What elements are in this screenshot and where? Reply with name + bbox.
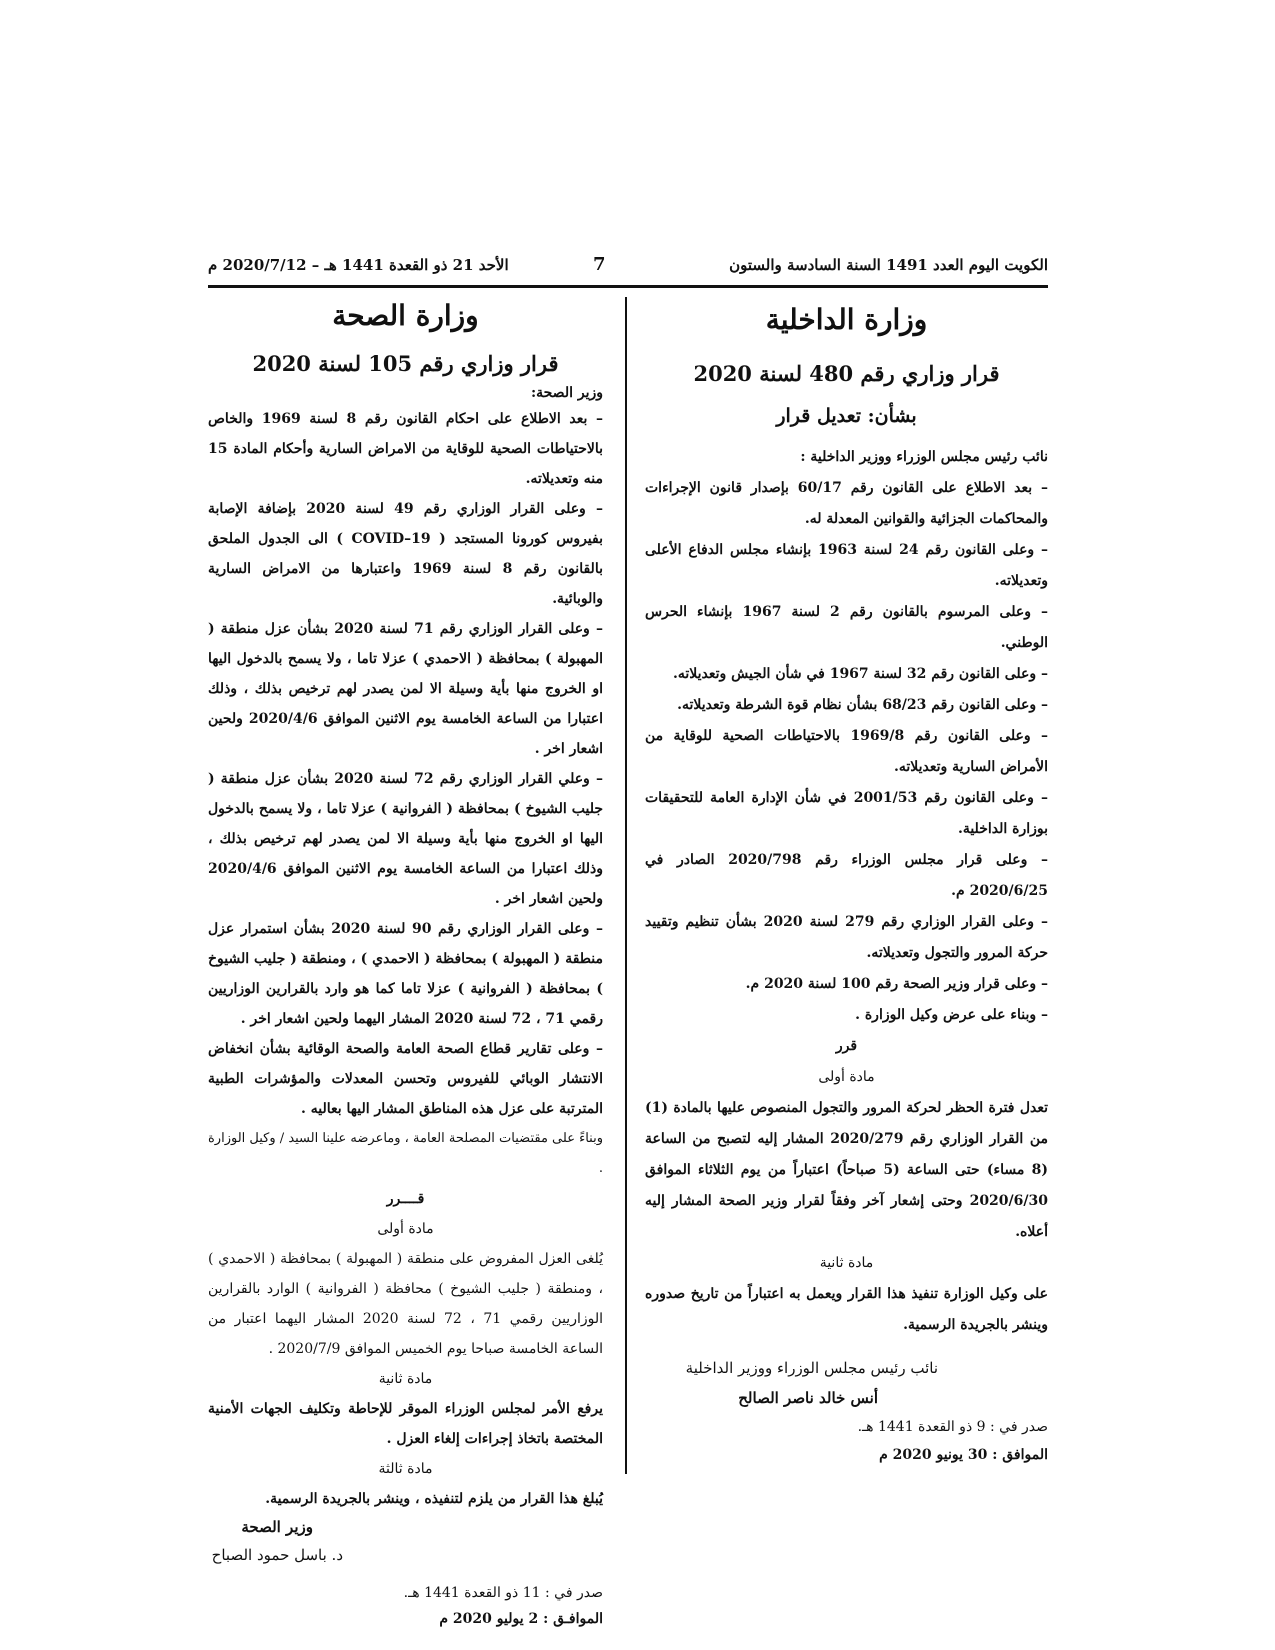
health-preamble-item: – وعلى القرار الوزاري رقم 90 لسنة 2020 بشأن استمرار عزل منطقة ( المهبولة ) بمحافظة ( الاحمدي ) ، ومنطقة ( جليب الشيوخ ) بمحافظة ( الفروانية ) عزلا تاما كما هو وارد بالقرارين الوزاريين رقمي 71 ، 72 لسنة 2020 المشار اليهما ولحين اشعار اخر . xyxy=(208,921,603,1027)
page-header xyxy=(208,254,1048,282)
interior-preamble-item: – وعلى المرسوم بالقانون رقم 2 لسنة 1967 بإنشاء الحرس الوطني. xyxy=(645,604,1048,651)
issue-info: الكويت اليوم العدد 1491 السنة السادسة والستون xyxy=(729,256,1048,274)
header-rule xyxy=(208,285,1048,288)
health-ministry-title: وزارة الصحة xyxy=(332,299,479,332)
issue-date: الأحد 21 ذو القعدة 1441 هـ – 2020/7/12 م xyxy=(208,256,509,274)
interior-preamble-item: – وعلى قرار وزير الصحة رقم 100 لسنة 2020 م. xyxy=(745,976,1048,992)
interior-column xyxy=(645,300,1048,1469)
health-preamble-item: – وعلي القرار الوزاري رقم 72 لسنة 2020 بشأن عزل منطقة ( جليب الشيوخ ) بمحافظة ( الفروانية ) عزلا تاما ، ولا يسمح بالدخول اليها او الخروج منها بأية وسيلة الا لمن يصدر لهم ترخيص بذلك ، وذلك اعتبارا من الساعة الخامسة يوم الاثنين الموافق 2020/4/6 ولحين اشعار اخر . xyxy=(208,771,603,907)
page-number: 7 xyxy=(593,254,606,275)
interior-preamble-item: – وعلى قرار مجلس الوزراء رقم 2020/798 الصادر في 2020/6/25 م. xyxy=(645,852,1048,899)
interior-decision-title: قرار وزاري رقم 480 لسنة 2020 xyxy=(693,361,1000,386)
health-article2-text: يرفع الأمر لمجلس الوزراء الموقر للإحاطة وتكليف الجهات الأمنية المختصة باتخاذ إجراءات إلغاء العزل . xyxy=(208,1401,603,1447)
health-decision-title: قرار وزاري رقم 105 لسنة 2020 xyxy=(252,351,559,376)
interior-preamble-item: – وعلى القرار الوزاري رقم 279 لسنة 2020 بشأن تنظيم وتقييد حركة المرور والتجول وتعديلاته. xyxy=(645,914,1048,961)
health-column xyxy=(208,300,603,1632)
health-issued-hijri: صدر في : 11 ذو القعدة 1441 هـ. xyxy=(403,1585,603,1601)
interior-decision-subject: بشأن: تعديل قرار xyxy=(776,405,917,427)
interior-article1-title: مادة أولى xyxy=(818,1069,875,1085)
health-signatory-title: وزير الصحة xyxy=(241,1518,313,1536)
interior-preamble-item: – وعلى القانون رقم 32 لسنة 1967 في شأن الجيش وتعديلاته. xyxy=(673,666,1048,682)
health-preamble-item: – وعلى القرار الوزاري رقم 49 لسنة 2020 بإضافة الإصابة بفيروس كورونا المستجد ( COVID–19 ) الى الجدول الملحق بالقانون رقم 8 لسنة 1969 واعتبارها من الامراض السارية والوبائية. xyxy=(208,501,604,607)
interior-signatory-title: نائب رئيس مجلس الوزراء ووزير الداخلية xyxy=(685,1359,938,1377)
interior-article1-text: تعدل فترة الحظر لحركة المرور والتجول المنصوص عليها بالمادة (1) من القرار الوزاري رقم 2020/279 المشار إليه لتصبح من الساعة (8 مساء) حتى الساعة (5 صباحاً) اعتباراً من يوم الثلاثاء الموافق 2020/6/30 وحتى إشعار آخر وفقاً لقرار وزير الصحة المشار إليه أعلاه. xyxy=(645,1100,1048,1240)
interior-preamble-item: – بعد الاطلاع على القانون رقم 60/17 بإصدار قانون الإجراءات والمحاكمات الجزائية والقوانين المعدلة له. xyxy=(645,480,1048,527)
interior-issued-hijri: صدر في : 9 ذو القعدة 1441 هـ. xyxy=(857,1419,1048,1435)
interior-preamble-item: – وعلى القانون رقم 2001/53 في شأن الإدارة العامة للتحقيقات بوزارة الداخلية. xyxy=(645,790,1048,837)
interior-article2-text: على وكيل الوزارة تنفيذ هذا القرار ويعمل به اعتباراً من تاريخ صدوره وينشر بالجريدة الرسمية. xyxy=(645,1286,1048,1333)
health-article2-title: مادة ثانية xyxy=(378,1371,433,1387)
health-article1-title: مادة أولى xyxy=(377,1221,434,1237)
interior-issued-gregorian: الموافق : 30 يونيو 2020 م xyxy=(879,1447,1048,1463)
interior-preamble-item: – وبناء على عرض وكيل الوزارة . xyxy=(855,1007,1048,1023)
interior-signatory-name: أنس خالد ناصر الصالح xyxy=(738,1389,878,1407)
health-signatory-name: د. باسل حمود الصباح xyxy=(211,1546,343,1564)
column-divider xyxy=(625,297,627,1474)
health-preamble-item: – بعد الاطلاع على احكام القانون رقم 8 لسنة 1969 والخاص بالاحتياطات الصحية للوقاية من الامراض السارية وأحكام المادة 15 منه وتعديلاته. xyxy=(208,411,603,487)
health-article1-text: يُلغى العزل المفروض على منطقة ( المهبولة ) بمحافظة ( الاحمدي ) ، ومنطقة ( جليب الشيوخ ) محافظة ( الفروانية ) الوارد بالقرارين الوزاريين رقمي 71 ، 72 لسنة 2020 المشار اليهما اعتبار من الساعة الخامسة صباحا يوم الخميس الموافق 2020/7/9 . xyxy=(208,1251,603,1357)
health-preamble-item: – وعلى القرار الوزاري رقم 71 لسنة 2020 بشأن عزل منطقة ( المهبولة ) بمحافظة ( الاحمدي ) عزلا تاما ، ولا يسمح بالدخول اليها او الخروج منها بأية وسيلة الا لمن يصدر لهم ترخيص بذلك ، وذلك اعتبارا من الساعة الخامسة يوم الاثنين الموافق 2020/4/6 ولحين اشعار اخر . xyxy=(208,621,603,757)
health-article3-text: يُبلغ هذا القرار من يلزم لتنفيذه ، وينشر بالجريدة الرسمية. xyxy=(265,1491,603,1507)
health-issuer: وزير الصحة: xyxy=(530,385,603,401)
health-basis: وبناءً على مقتضيات المصلحة العامة ، وماعرضه علينا السيد / وكيل الوزارة . xyxy=(208,1131,603,1176)
interior-preamble-item: – وعلى القانون رقم 24 لسنة 1963 بإنشاء مجلس الدفاع الأعلى وتعديلاته. xyxy=(645,542,1048,589)
health-issued-gregorian: الموافـق : 2 يوليو 2020 م xyxy=(439,1611,603,1627)
interior-issuer: نائب رئيس مجلس الوزراء ووزير الداخلية : xyxy=(800,449,1048,465)
interior-article2-title: مادة ثانية xyxy=(819,1255,874,1271)
health-preamble-item: – وعلى تقارير قطاع الصحة العامة والصحة الوقائية بشأن انخفاض الانتشار الوبائي للفيروس وتحسن المعدلات والمؤشرات الطبية المترتبة على عزل هذه المناطق المشار اليها بعاليه . xyxy=(208,1041,603,1117)
interior-preamble-item: – وعلى القانون رقم 1969/8 بالاحتياطات الصحية للوقاية من الأمراض السارية وتعديلاته. xyxy=(645,728,1048,775)
interior-decided-heading: قرر xyxy=(835,1038,858,1054)
health-article3-title: مادة ثالثة xyxy=(378,1461,433,1477)
interior-preamble-item: – وعلى القانون رقم 68/23 بشأن نظام قوة الشرطة وتعديلاته. xyxy=(677,697,1048,713)
health-decided-heading: قــــرر xyxy=(386,1191,425,1207)
interior-ministry-title: وزارة الداخلية xyxy=(765,303,928,336)
